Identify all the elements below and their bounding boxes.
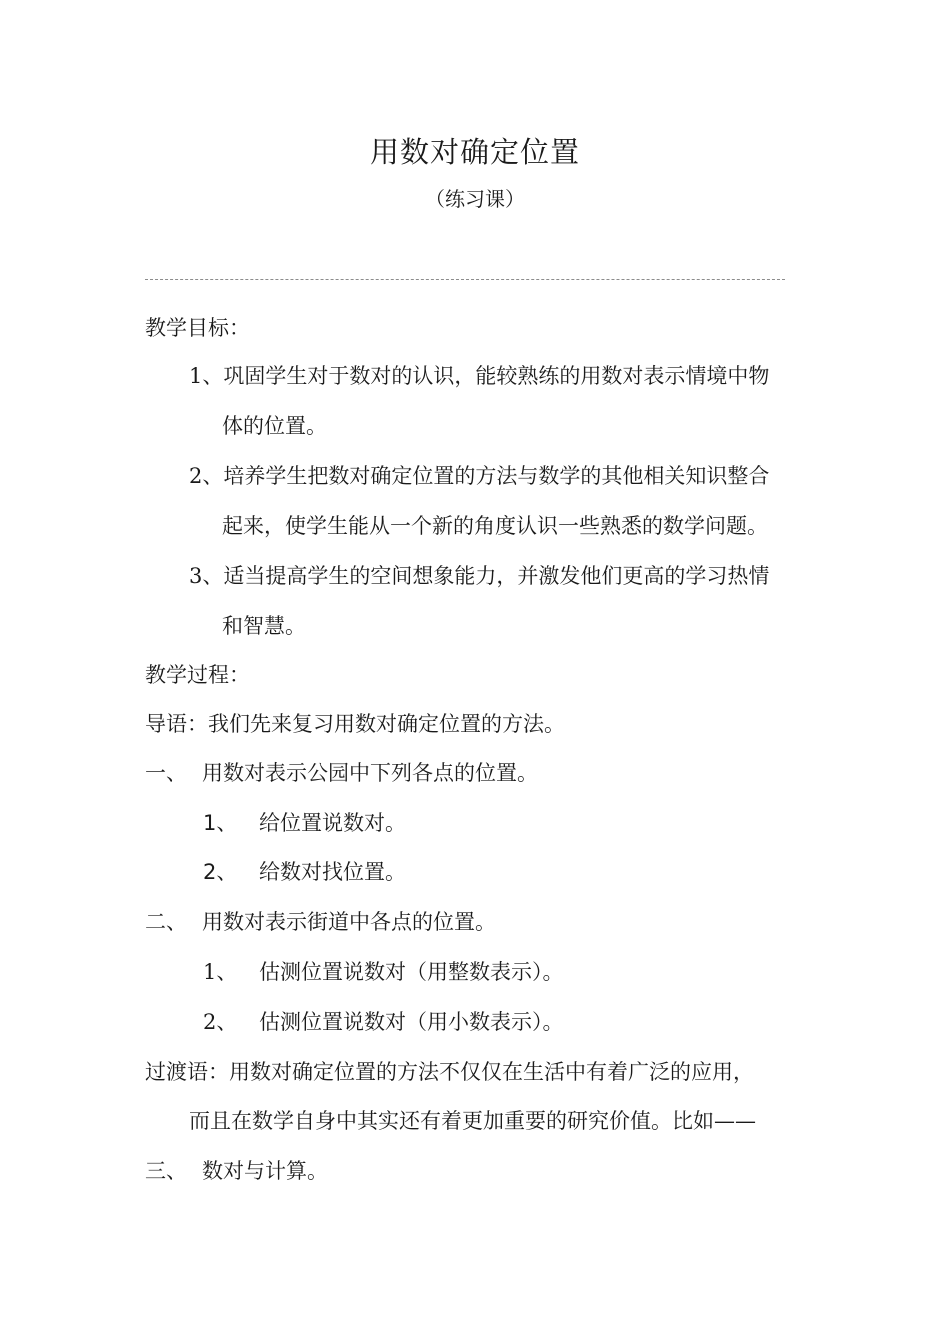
section-2-item-1-text: 估测位置说数对（用整数表示）。: [259, 960, 564, 984]
section-1-text: 用数对表示公园中下列各点的位置。: [202, 761, 538, 785]
section-1-marker: 一、: [145, 761, 187, 785]
goal-3-line-1: 3、适当提高学生的空间想象能力，并激发他们更高的学习热情: [189, 564, 770, 588]
section-1-item-1-text: 给位置说数对。: [259, 811, 406, 835]
section-1-item-2: [203, 857, 803, 887]
document-subtitle: （练习课）: [425, 187, 525, 211]
goal-1-line-2: 体的位置。: [222, 414, 327, 438]
section-2-item-2-text: 估测位置说数对（用小数表示）。: [259, 1010, 564, 1034]
document-title: 用数对确定位置: [369, 135, 580, 169]
section-2-item-2-marker: 2、: [203, 1010, 238, 1034]
goal-2-line-1: 2、培养学生把数对确定位置的方法与数学的其他相关知识整合: [189, 464, 770, 488]
section-2-item-1-marker: 1、: [203, 960, 238, 984]
section-1-item-1: [203, 808, 803, 838]
section-1-item-1-marker: 1、: [203, 811, 238, 835]
section-3: [145, 1156, 805, 1186]
section-1: [145, 758, 805, 788]
section-1-item-2-text: 给数对找位置。: [259, 860, 406, 884]
process-heading: 教学过程：: [145, 663, 250, 687]
section-3-text: 数对与计算。: [202, 1159, 328, 1183]
goal-1-line-1: 1、巩固学生对于数对的认识，能较熟练的用数对表示情境中物: [189, 364, 770, 388]
section-2-marker: 二、: [145, 910, 187, 934]
dashed-divider: [145, 279, 785, 280]
intro-text: 导语：我们先来复习用数对确定位置的方法。: [145, 712, 565, 736]
transition-line-1: 过渡语：用数对确定位置的方法不仅仅在生活中有着广泛的应用，: [145, 1060, 754, 1084]
goal-3-line-2: 和智慧。: [222, 614, 306, 638]
section-1-item-2-marker: 2、: [203, 860, 238, 884]
section-2-item-1: [203, 957, 803, 987]
section-3-marker: 三、: [145, 1159, 187, 1183]
goal-2-line-2: 起来，使学生能从一个新的角度认识一些熟悉的数学问题。: [222, 514, 768, 538]
section-2: [145, 907, 805, 937]
section-2-item-2: [203, 1007, 803, 1037]
section-2-text: 用数对表示街道中各点的位置。: [202, 910, 496, 934]
transition-line-2: 而且在数学自身中其实还有着更加重要的研究价值。比如——: [189, 1109, 756, 1133]
goals-heading: 教学目标：: [145, 316, 250, 340]
